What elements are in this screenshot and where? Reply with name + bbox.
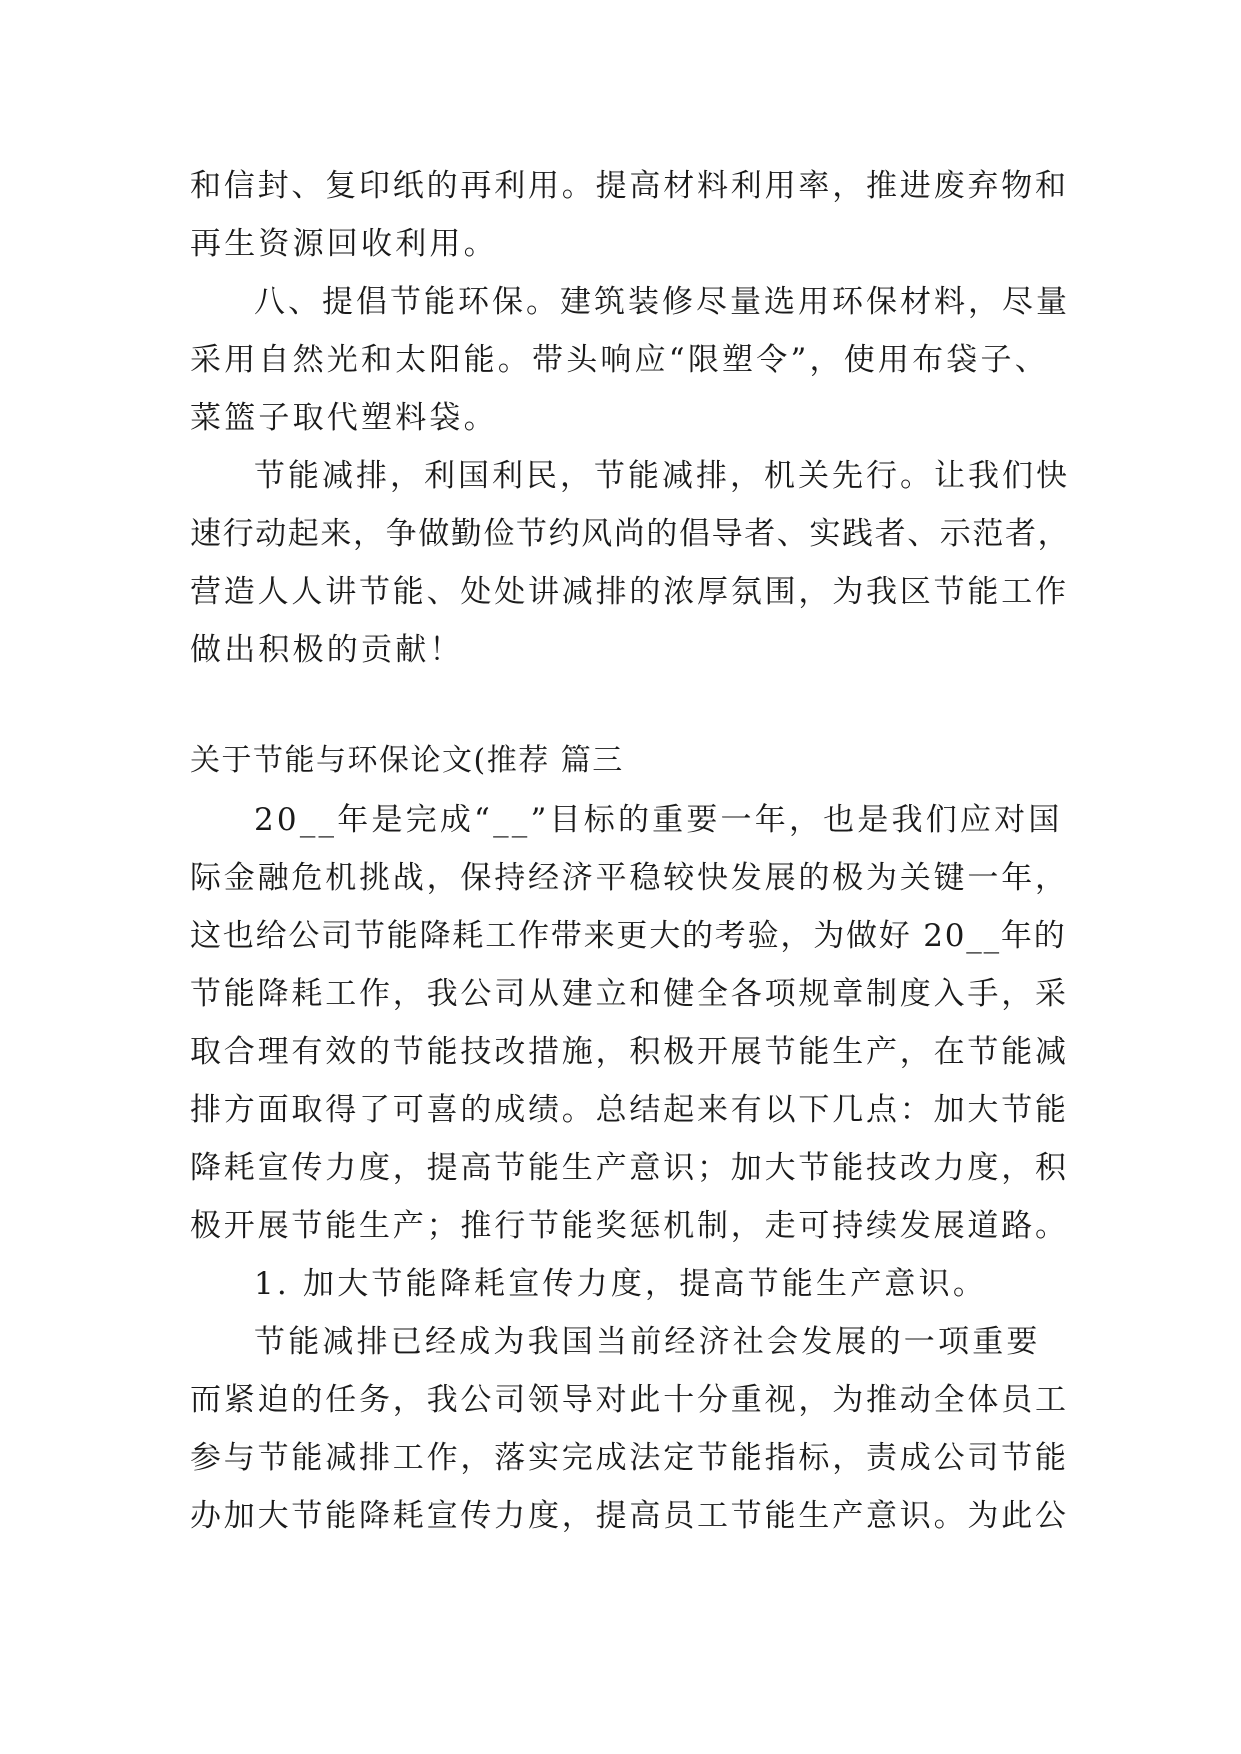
paragraph-line: 而紧迫的任务，我公司领导对此十分重视，为推动全体员工: [190, 1382, 1069, 1418]
paragraph-line: 再生资源回收利用。: [190, 226, 498, 262]
paragraph-line: 做出积极的贡献！: [190, 632, 464, 668]
paragraph-line: 速行动起来，争做勤俭节约风尚的倡导者、实践者、示范者，: [190, 516, 1071, 552]
paragraph-line: 极开展节能生产；推行节能奖惩机制，走可持续发展道路。: [190, 1208, 1069, 1244]
paragraph-line: 这也给公司节能降耗工作带来更大的考验，为做好 20__年的: [190, 918, 1067, 954]
paragraph-line: 和信封、复印纸的再利用。提高材料利用率，推进废弃物和: [190, 168, 1069, 204]
paragraph-line: 采用自然光和太阳能。带头响应“限塑令”，使用布袋子、: [190, 342, 1049, 378]
paragraph-line: 节能降耗工作，我公司从建立和健全各项规章制度入手，采: [190, 976, 1069, 1012]
paragraph-line: 办加大节能降耗宣传力度，提高员工节能生产意识。为此公: [190, 1498, 1069, 1534]
paragraph-line: 节能减排，利国利民，节能减排，机关先行。让我们快: [254, 458, 1070, 494]
paragraph-line: 排方面取得了可喜的成绩。总结起来有以下几点：加大节能: [190, 1092, 1069, 1128]
paragraph-line: 八、提倡节能环保。建筑装修尽量选用环保材料，尽量: [254, 284, 1070, 320]
paragraph-line: 际金融危机挑战，保持经济平稳较快发展的极为关键一年，: [190, 860, 1069, 896]
numbered-item: 1. 加大节能降耗宣传力度，提高节能生产意识。: [254, 1266, 988, 1302]
paragraph-line: 节能减排已经成为我国当前经济社会发展的一项重要: [254, 1324, 1041, 1360]
paragraph-line: 20__年是完成“__”目标的重要一年，也是我们应对国: [254, 802, 1063, 838]
paragraph-line: 营造人人讲节能、处处讲减排的浓厚氛围，为我区节能工作: [190, 574, 1069, 610]
paragraph-line: 取合理有效的节能技改措施，积极开展节能生产，在节能减: [190, 1034, 1069, 1070]
paragraph-line: 菜篮子取代塑料袋。: [190, 400, 498, 436]
section-heading: 关于节能与环保论文(推荐 篇三: [190, 743, 624, 778]
paragraph-line: 参与节能减排工作，落实完成法定节能指标，责成公司节能: [190, 1440, 1069, 1476]
paragraph-line: 降耗宣传力度，提高节能生产意识；加大节能技改力度，积: [190, 1150, 1069, 1186]
